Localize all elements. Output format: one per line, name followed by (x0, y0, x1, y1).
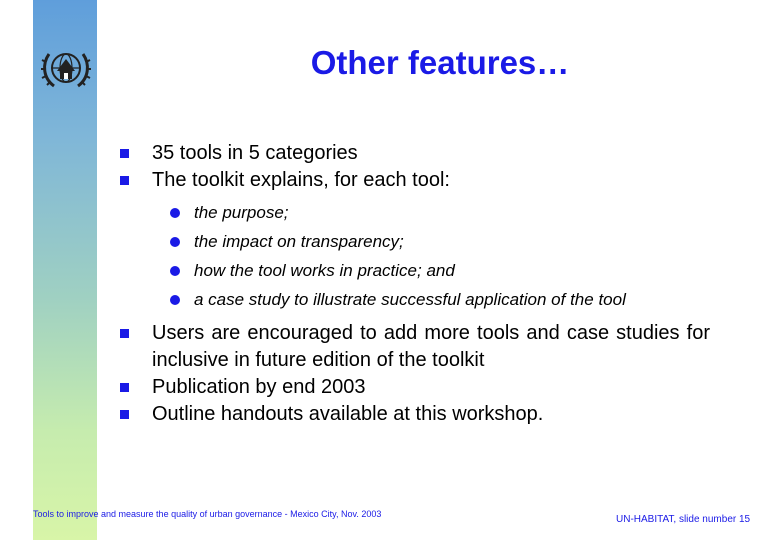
footer-event-text: Tools to improve and measure the quality of urban governance - Mexico City, Nov. 2003 (33, 509, 382, 519)
sub-bullet-text: the purpose; (194, 203, 289, 222)
sub-list-item (152, 227, 710, 256)
bullet-text: Outline handouts available at this workshop. (152, 403, 544, 425)
bullet-text: The toolkit explains, for each tool: (152, 169, 450, 191)
list-item (120, 167, 710, 314)
sub-bullet-list (152, 198, 710, 314)
round-bullet-icon (170, 295, 180, 305)
list-item (120, 401, 710, 428)
sub-list-item (152, 256, 710, 285)
square-bullet-icon (120, 329, 129, 338)
square-bullet-icon (120, 410, 129, 419)
list-item (120, 140, 710, 167)
bullet-text: Users are encouraged to add more tools and case studies for inclusive in future edition of the toolkit (152, 322, 710, 371)
sub-bullet-text: how the tool works in practice; and (194, 261, 455, 280)
bullet-text: 35 tools in 5 categories (152, 142, 358, 164)
slide-title: Other features… (310, 44, 570, 81)
square-bullet-icon (120, 176, 129, 185)
bullet-list (120, 140, 710, 428)
square-bullet-icon (120, 149, 129, 158)
sub-bullet-text: the impact on transparency; (194, 232, 404, 251)
square-bullet-icon (120, 383, 129, 392)
sub-list-item (152, 198, 710, 227)
list-item (120, 374, 710, 401)
un-habitat-emblem-icon (40, 44, 92, 92)
round-bullet-icon (170, 208, 180, 218)
sub-list-item (152, 285, 710, 314)
sub-bullet-text: a case study to illustrate successful application of the tool (194, 290, 626, 309)
footer-slide-number: UN-HABITAT, slide number 15 (616, 514, 751, 525)
bullet-text: Publication by end 2003 (152, 376, 366, 398)
round-bullet-icon (170, 237, 180, 247)
round-bullet-icon (170, 266, 180, 276)
list-item (120, 320, 710, 374)
